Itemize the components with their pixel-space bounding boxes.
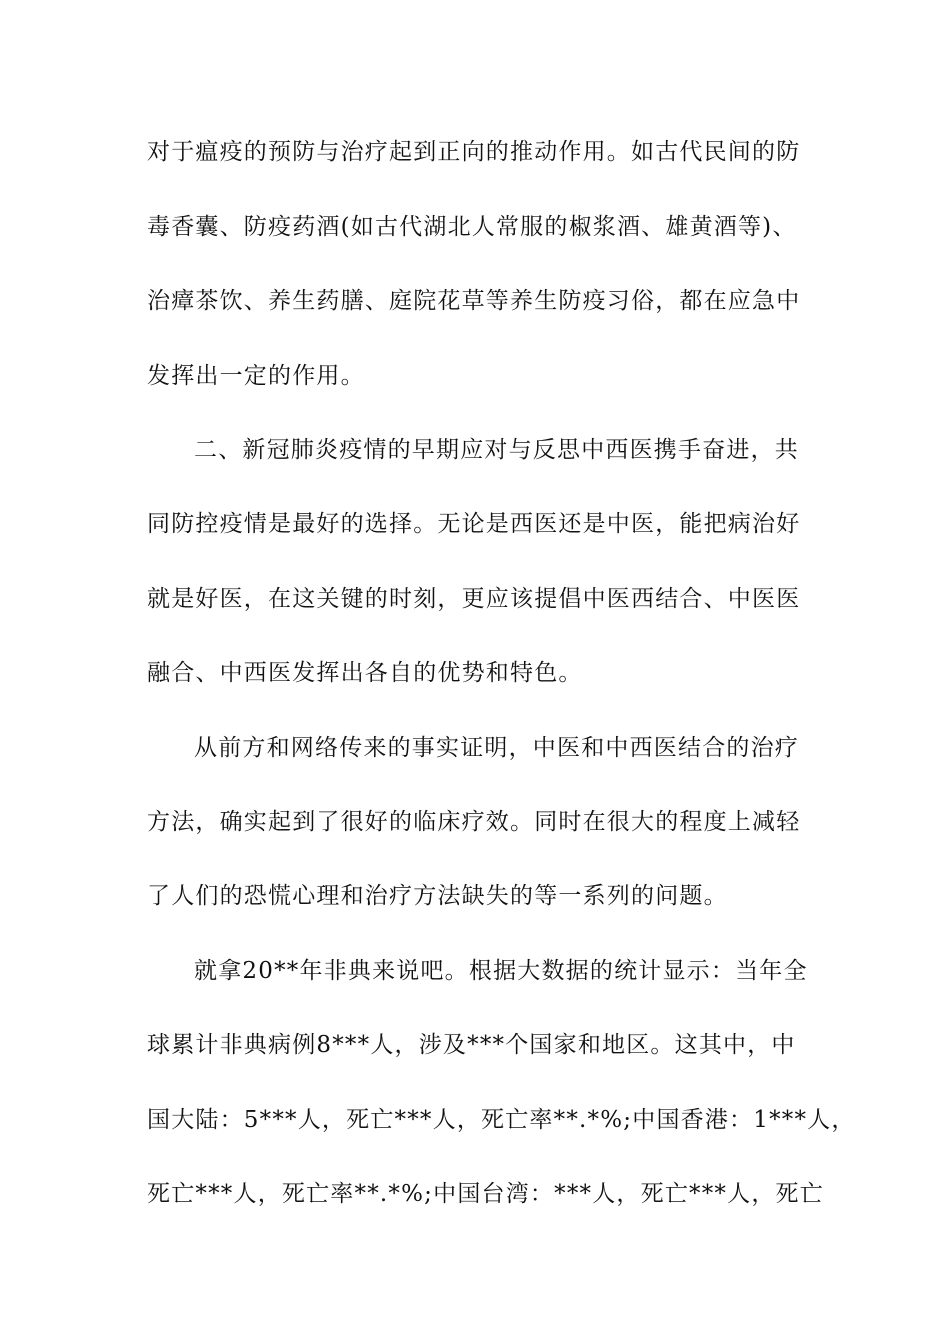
text-line: 了人们的恐慌心理和治疗方法缺失的等一系列的问题。 xyxy=(147,883,728,909)
text-line: 球累计非典病例8***人，涉及***个国家和地区。这其中，中 xyxy=(147,1032,796,1058)
text-line: 方法，确实起到了很好的临床疗效。同时在很大的程度上减轻 xyxy=(147,809,801,835)
text-line: 死亡***人，死亡率**.*%;中国台湾：***人，死亡***人，死亡 xyxy=(147,1181,824,1207)
paragraph-first-line: 从前方和网络传来的事实证明，中医和中西医结合的治疗 xyxy=(194,735,799,761)
section-heading-line: 二、新冠肺炎疫情的早期应对与反思中西医携手奋进，共 xyxy=(194,437,799,463)
paragraph-first-line: 就拿20**年非典来说吧。根据大数据的统计显示：当年全 xyxy=(194,958,808,984)
text-line: 对于瘟疫的预防与治疗起到正向的推动作用。如古代民间的防 xyxy=(147,139,801,165)
text-line: 治瘴茶饮、养生药膳、庭院花草等养生防疫习俗，都在应急中 xyxy=(147,288,801,314)
text-line: 融合、中西医发挥出各自的优势和特色。 xyxy=(147,660,583,686)
text-line: 发挥出一定的作用。 xyxy=(147,363,365,389)
text-line: 毒香囊、防疫药酒(如古代湖北人常服的椒浆酒、雄黄酒等)、 xyxy=(147,214,797,240)
text-line: 同防控疫情是最好的选择。无论是西医还是中医，能把病治好 xyxy=(147,511,801,537)
text-line: 就是好医，在这关键的时刻，更应该提倡中医西结合、中医医 xyxy=(147,586,801,612)
text-line: 国大陆：5***人，死亡***人，死亡率**.*%;中国香港：1***人， xyxy=(147,1107,856,1133)
